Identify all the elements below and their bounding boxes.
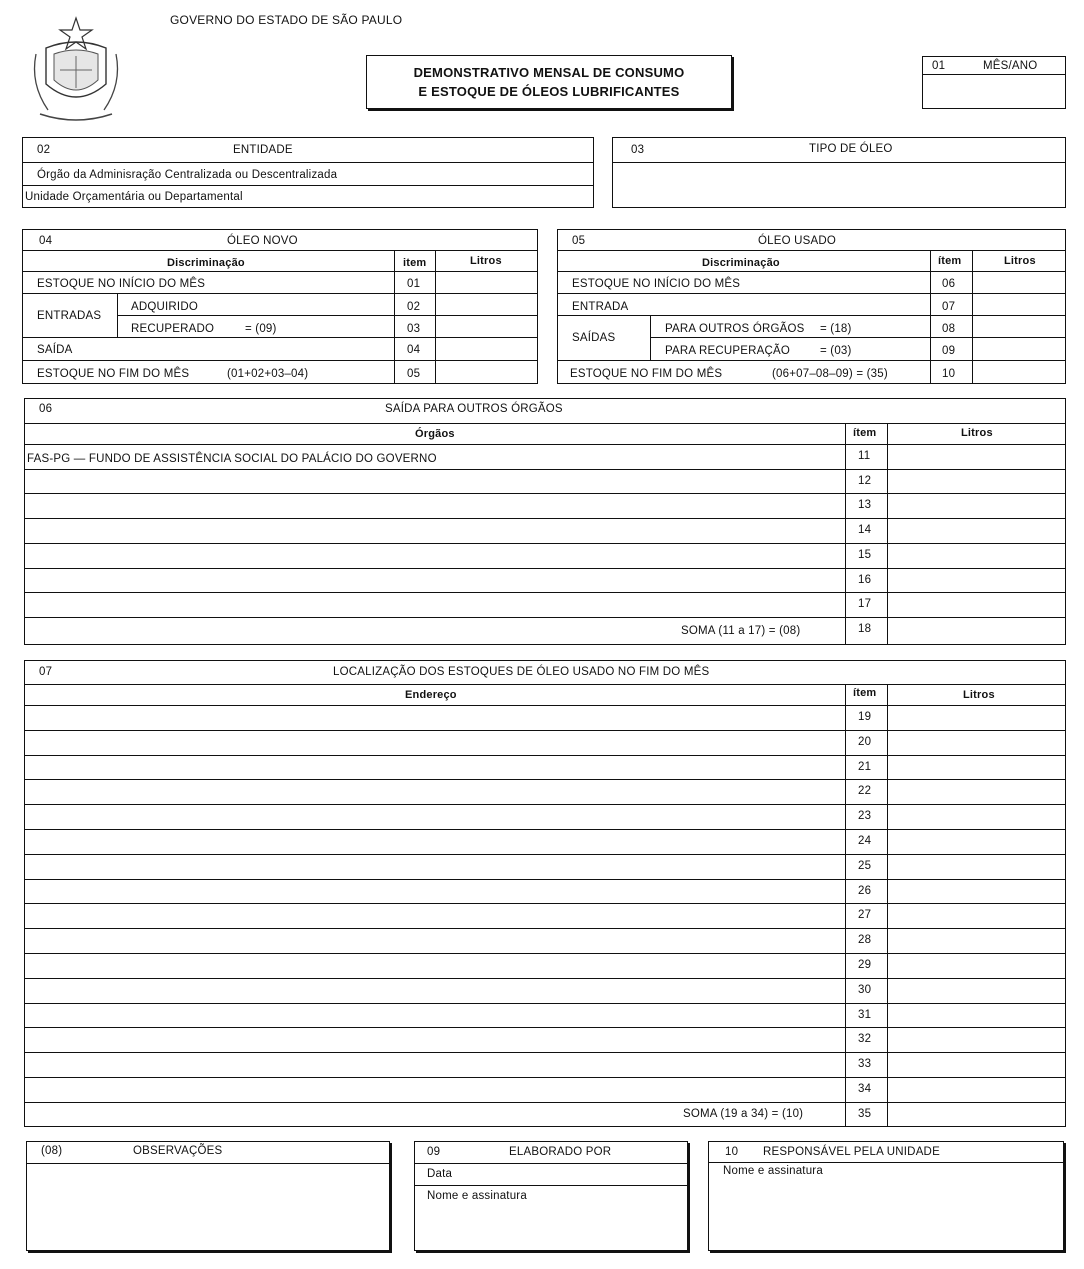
table-row[interactable] xyxy=(25,543,1065,568)
oleo-novo-item: 02 xyxy=(407,301,421,313)
table-row[interactable] xyxy=(25,779,1065,804)
oleo-novo-entradas: ENTRADAS xyxy=(37,310,102,322)
observacoes-section xyxy=(26,1141,390,1251)
table-row[interactable] xyxy=(25,617,1065,642)
row-item-number: 12 xyxy=(858,474,872,487)
oleo-usado-estoque-inicio: ESTOQUE NO INÍCIO DO MÊS xyxy=(572,278,741,290)
oleo-novo-item: 01 xyxy=(407,278,421,290)
observacoes-code: (08) xyxy=(41,1145,63,1157)
table-row[interactable] xyxy=(25,755,1065,780)
entidade-line2[interactable]: Unidade Orçamentária ou Departamental xyxy=(25,191,243,203)
oleo-novo-estoque-inicio: ESTOQUE NO INÍCIO DO MÊS xyxy=(37,278,206,290)
row-item-number: 22 xyxy=(858,785,872,798)
table-row[interactable] xyxy=(25,1052,1065,1077)
row-item-number: 27 xyxy=(858,909,872,922)
form-title-line2: E ESTOQUE DE ÓLEOS LUBRIFICANTES xyxy=(418,84,680,99)
month-year-code: 01 xyxy=(932,60,946,72)
row-item-number: 14 xyxy=(858,524,872,537)
elaborado-nome-assinatura[interactable]: Nome e assinatura xyxy=(427,1190,527,1202)
saida-orgaos-soma: SOMA (11 a 17) = (08) xyxy=(681,625,801,637)
entidade-line1[interactable]: Órgão da Adminisração Centralizada ou Descentralizada xyxy=(37,169,338,181)
table-row[interactable] xyxy=(25,568,1065,593)
oleo-usado-recuperacao: PARA RECUPERAÇÃO xyxy=(665,345,791,357)
government-label: GOVERNO DO ESTADO DE SÃO PAULO xyxy=(170,13,403,27)
row-item-number: 26 xyxy=(858,884,872,897)
responsavel-nome-assinatura[interactable]: Nome e assinatura xyxy=(723,1165,823,1177)
observacoes-field[interactable] xyxy=(29,1166,387,1246)
oleo-usado-col-litros: Litros xyxy=(1004,255,1036,267)
row-item-number: 16 xyxy=(858,573,872,586)
table-row[interactable] xyxy=(25,928,1065,953)
entidade-section xyxy=(22,137,594,208)
oleo-usado-code: 05 xyxy=(572,235,586,247)
oleo-novo-title: ÓLEO NOVO xyxy=(227,235,298,247)
table-row[interactable] xyxy=(25,444,1065,469)
localizacao-col-litros: Litros xyxy=(963,689,995,701)
tipo-oleo-section xyxy=(612,137,1066,208)
table-row[interactable] xyxy=(25,879,1065,904)
elaborado-data[interactable]: Data xyxy=(427,1168,453,1180)
row-item-number: 28 xyxy=(858,934,872,947)
row-item-number: 21 xyxy=(858,760,872,773)
oleo-usado-col-item: ítem xyxy=(938,255,962,267)
localizacao-col-endereco: Endereço xyxy=(405,689,457,701)
row-item-number: 30 xyxy=(858,983,872,996)
oleo-novo-section xyxy=(22,229,538,384)
table-row[interactable] xyxy=(25,1027,1065,1052)
oleo-novo-recuperado: RECUPERADO xyxy=(131,323,215,335)
month-year-box xyxy=(922,56,1066,109)
oleo-usado-fim-formula: (06+07–08–09) = (35) xyxy=(772,368,888,380)
form-title-box xyxy=(366,55,732,109)
saida-orgaos-code: 06 xyxy=(39,403,53,415)
oleo-usado-item: 08 xyxy=(942,323,956,335)
table-row[interactable] xyxy=(25,469,1065,494)
oleo-novo-code: 04 xyxy=(39,235,53,247)
entidade-title: ENTIDADE xyxy=(233,144,293,156)
responsavel-title: RESPONSÁVEL PELA UNIDADE xyxy=(763,1146,940,1158)
saida-orgaos-first-row: FAS-PG — FUNDO DE ASSISTÊNCIA SOCIAL DO PALÁCIO DO GOVERNO xyxy=(27,453,437,465)
oleo-novo-col-item: item xyxy=(403,257,427,269)
row-item-number: 23 xyxy=(858,810,872,823)
oleo-usado-outros-ref: = (18) xyxy=(820,323,852,335)
saida-orgaos-col-orgaos: Órgãos xyxy=(415,428,455,440)
oleo-novo-saida: SAÍDA xyxy=(37,344,73,356)
oleo-usado-recuperacao-ref: = (03) xyxy=(820,345,852,357)
oleo-novo-recuperado-ref: = (09) xyxy=(245,323,277,335)
oleo-usado-item: 07 xyxy=(942,301,956,313)
saida-orgaos-col-item: ítem xyxy=(853,427,877,439)
row-item-number: 15 xyxy=(858,548,872,561)
tipo-oleo-code: 03 xyxy=(631,144,645,156)
table-row[interactable] xyxy=(25,592,1065,617)
oleo-usado-saidas: SAÍDAS xyxy=(572,332,616,344)
localizacao-section xyxy=(24,660,1066,1127)
elaborado-title: ELABORADO POR xyxy=(509,1146,612,1158)
row-item-number: 32 xyxy=(858,1033,872,1046)
observacoes-title: OBSERVAÇÕES xyxy=(133,1145,223,1157)
table-row[interactable] xyxy=(25,1077,1065,1102)
oleo-novo-col-litros: Litros xyxy=(470,255,502,267)
row-item-number: 24 xyxy=(858,835,872,847)
month-year-field[interactable] xyxy=(925,77,1063,105)
table-row[interactable] xyxy=(25,978,1065,1003)
oleo-novo-item: 04 xyxy=(407,344,421,356)
table-row[interactable] xyxy=(25,1003,1065,1028)
oleo-usado-section xyxy=(557,229,1066,384)
table-row[interactable] xyxy=(25,953,1065,978)
saida-orgaos-col-litros: Litros xyxy=(961,427,993,439)
responsavel-code: 10 xyxy=(725,1146,739,1158)
row-item-number: 17 xyxy=(858,598,872,611)
month-year-label: MÊS/ANO xyxy=(983,60,1038,72)
table-row[interactable] xyxy=(25,804,1065,829)
row-item-number: 11 xyxy=(858,450,871,462)
saida-orgaos-title: SAÍDA PARA OUTROS ÓRGÃOS xyxy=(385,403,563,415)
oleo-novo-estoque-fim: ESTOQUE NO FIM DO MÊS xyxy=(37,368,190,380)
row-item-number: 34 xyxy=(858,1083,872,1095)
oleo-usado-outros-orgaos: PARA OUTROS ÓRGÃOS xyxy=(665,323,805,335)
saida-orgaos-section xyxy=(24,398,1066,645)
row-item-number: 29 xyxy=(858,959,872,971)
oleo-novo-item: 03 xyxy=(407,323,421,335)
oleo-usado-item: 10 xyxy=(942,368,956,380)
table-row[interactable] xyxy=(25,829,1065,854)
row-item-number: 18 xyxy=(858,622,872,635)
table-row[interactable] xyxy=(25,730,1065,755)
oleo-usado-entrada: ENTRADA xyxy=(572,301,629,313)
table-row[interactable] xyxy=(25,1102,1065,1127)
oleo-usado-estoque-fim: ESTOQUE NO FIM DO MÊS xyxy=(570,368,723,380)
localizacao-title: LOCALIZAÇÃO DOS ESTOQUES DE ÓLEO USADO NO FIM DO MÊS xyxy=(333,666,710,678)
row-item-number: 25 xyxy=(858,859,872,872)
form-title-line1: DEMONSTRATIVO MENSAL DE CONSUMO xyxy=(413,65,685,80)
oleo-novo-col-discriminacao: Discriminação xyxy=(167,257,245,269)
oleo-novo-fim-formula: (01+02+03–04) xyxy=(227,368,309,380)
oleo-novo-adquirido: ADQUIRIDO xyxy=(131,301,198,313)
tipo-oleo-field[interactable] xyxy=(615,165,1063,203)
elaborado-section xyxy=(414,1141,688,1251)
row-item-number: 33 xyxy=(858,1058,872,1071)
row-item-number: 31 xyxy=(858,1008,872,1021)
table-row[interactable] xyxy=(25,854,1065,879)
entidade-code: 02 xyxy=(37,144,51,156)
localizacao-soma: SOMA (19 a 34) = (10) xyxy=(683,1108,804,1120)
row-item-number: 35 xyxy=(858,1107,872,1120)
oleo-novo-item: 05 xyxy=(407,368,421,380)
coat-of-arms-icon xyxy=(28,14,128,126)
row-item-number: 13 xyxy=(858,499,872,512)
table-row[interactable] xyxy=(25,705,1065,730)
oleo-usado-item: 09 xyxy=(942,345,956,357)
oleo-usado-item: 06 xyxy=(942,278,956,290)
oleo-usado-col-discriminacao: Discriminação xyxy=(702,257,780,269)
row-item-number: 19 xyxy=(858,711,872,723)
elaborado-code: 09 xyxy=(427,1146,441,1158)
table-row[interactable] xyxy=(25,518,1065,543)
responsavel-section xyxy=(708,1141,1064,1251)
tipo-oleo-title: TIPO DE ÓLEO xyxy=(809,143,893,155)
table-row[interactable] xyxy=(25,493,1065,518)
table-row[interactable] xyxy=(25,903,1065,928)
localizacao-col-item: ítem xyxy=(853,687,877,699)
oleo-usado-title: ÓLEO USADO xyxy=(758,235,837,247)
localizacao-code: 07 xyxy=(39,666,53,678)
row-item-number: 20 xyxy=(858,735,872,748)
